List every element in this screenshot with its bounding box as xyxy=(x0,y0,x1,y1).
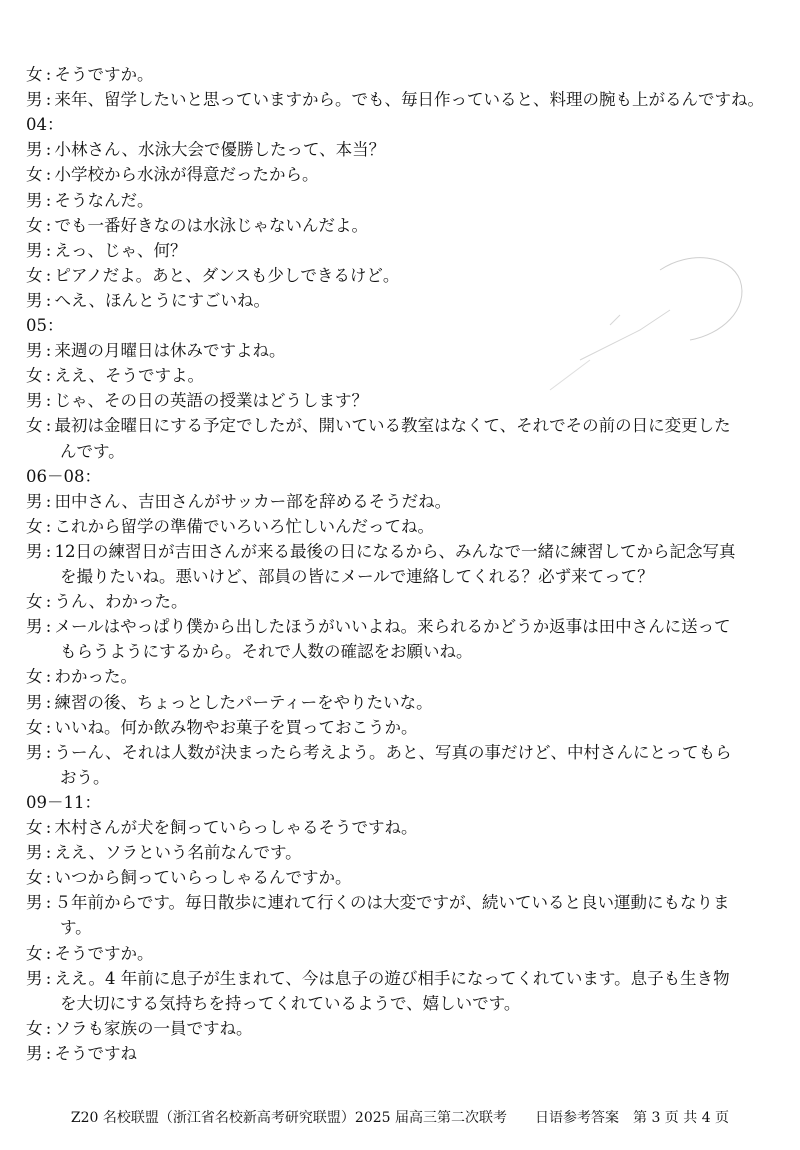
dialogue-line xyxy=(26,364,786,388)
speaker-label: 男 xyxy=(26,542,43,561)
dialogue-text: ええ。4 年前に息子が生まれて、今は息子の遊び相手になってくれています。息子も生き物 xyxy=(54,969,730,988)
dialogue-line xyxy=(26,88,786,112)
dialogue-text: へえ、ほんとうにすごいね。 xyxy=(54,291,270,310)
dialogue-text: 小林さん、水泳大会で優勝したって、本当？ xyxy=(54,140,386,159)
speaker-separator: : xyxy=(45,893,52,912)
dialogue-line xyxy=(26,665,786,689)
dialogue-text: じゃ、その日の英語の授業はどうします？ xyxy=(54,391,368,410)
speaker-separator: : xyxy=(45,818,52,837)
speaker-separator: : xyxy=(45,492,52,511)
dialogue-text: 12日の練習日が吉田さんが来る最後の日になるから、みんなで一緒に練習してから記念写真 xyxy=(54,542,736,561)
speaker-label: 女 xyxy=(26,818,43,837)
speaker-separator: : xyxy=(45,366,52,385)
speaker-separator: : xyxy=(45,542,52,561)
speaker-label: 女 xyxy=(26,718,43,737)
dialogue-line xyxy=(26,389,786,413)
dialogue-text: そうなんだ。 xyxy=(54,191,154,210)
dialogue-text: ソラも家族の一員ですね。 xyxy=(54,1019,253,1038)
speaker-label: 女 xyxy=(26,517,43,536)
speaker-separator: : xyxy=(45,969,52,988)
speaker-label: 女 xyxy=(26,266,43,285)
speaker-separator: : xyxy=(45,216,52,235)
dialogue-line xyxy=(26,967,786,991)
dialogue-line xyxy=(26,414,786,438)
speaker-label: 男 xyxy=(26,492,43,511)
dialogue-text: いつから飼っていらっしゃるんですか。 xyxy=(54,868,352,887)
section-header: 04： xyxy=(26,115,64,134)
dialogue-line xyxy=(26,138,786,162)
dialogue-text: そうですか。 xyxy=(54,65,154,84)
dialogue-continuation: おう。 xyxy=(60,768,110,787)
dialogue-text: メールはやっぱり僕から出したほうがいいよね。来られるかどうか返事は田中さんに送って xyxy=(54,617,731,636)
dialogue-text: 田中さん、吉田さんがサッカー部を辞めるそうだね。 xyxy=(54,492,452,511)
dialogue-line xyxy=(26,339,786,363)
dialogue-text: そうですね xyxy=(54,1044,137,1063)
dialogue-line xyxy=(26,741,786,765)
speaker-separator: : xyxy=(45,743,52,762)
speaker-label: 男 xyxy=(26,90,43,109)
speaker-label: 男 xyxy=(26,191,43,210)
section-header: 05： xyxy=(26,316,64,335)
dialogue-text: うーん、それは人数が決まったら考えよう。あと、写真の事だけど、中村さんにとってもら xyxy=(54,743,732,762)
dialogue-line xyxy=(26,515,786,539)
speaker-separator: : xyxy=(45,517,52,536)
dialogue-text: そうですか。 xyxy=(54,944,154,963)
speaker-label: 男 xyxy=(26,241,43,260)
dialogue-text: ええ、ソラという名前なんです。 xyxy=(54,843,302,862)
speaker-separator: : xyxy=(45,718,52,737)
speaker-separator: : xyxy=(45,140,52,159)
speaker-label: 女 xyxy=(26,592,43,611)
speaker-separator: : xyxy=(45,592,52,611)
speaker-label: 男 xyxy=(26,693,43,712)
dialogue-line xyxy=(26,615,786,639)
dialogue-text: でも一番好きなのは水泳じゃないんだよ。 xyxy=(54,216,368,235)
dialogue-line xyxy=(26,264,786,288)
dialogue-line xyxy=(26,942,786,966)
dialogue-line xyxy=(26,691,786,715)
dialogue-text: うん、わかった。 xyxy=(54,592,188,611)
speaker-label: 女 xyxy=(26,667,43,686)
speaker-separator: : xyxy=(45,416,52,435)
speaker-label: 男 xyxy=(26,140,43,159)
dialogue-text: 木村さんが犬を飼っていらっしゃるそうですね。 xyxy=(54,818,418,837)
dialogue-line xyxy=(26,590,786,614)
section-header: 06－08： xyxy=(26,467,101,486)
speaker-separator: : xyxy=(45,65,52,84)
speaker-label: 男 xyxy=(26,893,43,912)
dialogue-continuation: す。 xyxy=(60,918,92,937)
speaker-separator: : xyxy=(45,191,52,210)
dialogue-text: 最初は金曜日にする予定でしたが、開いている教室はなくて、それでその前の日に変更した xyxy=(54,416,731,435)
dialogue-text: いいね。何か飲み物やお菓子を買っておこうか。 xyxy=(54,718,418,737)
dialogue-line xyxy=(26,214,786,238)
speaker-label: 女 xyxy=(26,366,43,385)
dialogue-line xyxy=(26,866,786,890)
dialogue-text: えっ、じゃ、何？ xyxy=(54,241,187,260)
speaker-separator: : xyxy=(45,241,52,260)
page-footer: Z20 名校联盟（浙江省名校新高考研究联盟）2025 届高三第二次联考 日语参考答案 第 3 页 共 4 页 xyxy=(70,1110,730,1126)
speaker-separator: : xyxy=(45,341,52,360)
dialogue-line xyxy=(26,841,786,865)
speaker-separator: : xyxy=(45,944,52,963)
dialogue-text: ５年前からです。毎日散歩に連れて行くのは大変ですが、続いていると良い運動にもなりま xyxy=(54,893,730,912)
speaker-label: 男 xyxy=(26,969,43,988)
speaker-label: 男 xyxy=(26,1044,43,1063)
speaker-separator: : xyxy=(45,291,52,310)
speaker-label: 女 xyxy=(26,416,43,435)
dialogue-line xyxy=(26,239,786,263)
speaker-label: 女 xyxy=(26,165,43,184)
speaker-label: 男 xyxy=(26,391,43,410)
speaker-label: 女 xyxy=(26,216,43,235)
dialogue-line xyxy=(26,716,786,740)
dialogue-continuation: を大切にする気持ちを持ってくれているようで、嬉しいです。 xyxy=(60,994,521,1013)
speaker-separator: : xyxy=(45,391,52,410)
dialogue-line xyxy=(26,63,786,87)
dialogue-line xyxy=(26,490,786,514)
dialogue-line xyxy=(26,189,786,213)
speaker-label: 男 xyxy=(26,843,43,862)
section-header: 09－11： xyxy=(26,793,101,812)
speaker-label: 男 xyxy=(26,291,43,310)
speaker-separator: : xyxy=(45,90,52,109)
speaker-label: 男 xyxy=(26,341,43,360)
speaker-separator: : xyxy=(45,693,52,712)
dialogue-text: 来週の月曜日は休みですよね。 xyxy=(54,341,286,360)
speaker-label: 女 xyxy=(26,944,43,963)
dialogue-line xyxy=(26,891,786,915)
speaker-label: 女 xyxy=(26,868,43,887)
dialogue-text: ピアノだよ。あと、ダンスも少しできるけど。 xyxy=(54,266,400,285)
dialogue-continuation: を撮りたいね。悪いけど、部員の皆にメールで連絡してくれる？必ず来てって？ xyxy=(60,567,654,586)
speaker-label: 女 xyxy=(26,1019,43,1038)
dialogue-line xyxy=(26,1017,786,1041)
dialogue-line xyxy=(26,816,786,840)
dialogue-text: 小学校から水泳が得意だったから。 xyxy=(54,165,319,184)
speaker-label: 男 xyxy=(26,743,43,762)
dialogue-line xyxy=(26,540,786,564)
speaker-label: 女 xyxy=(26,65,43,84)
dialogue-line xyxy=(26,1042,786,1066)
dialogue-text: これから留学の準備でいろいろ忙しいんだってね。 xyxy=(54,517,434,536)
dialogue-line xyxy=(26,163,786,187)
speaker-separator: : xyxy=(45,266,52,285)
speaker-separator: : xyxy=(45,617,52,636)
dialogue-line xyxy=(26,289,786,313)
speaker-label: 男 xyxy=(26,617,43,636)
speaker-separator: : xyxy=(45,1044,52,1063)
dialogue-text: 練習の後、ちょっとしたパーティーをやりたいな。 xyxy=(54,693,433,712)
speaker-separator: : xyxy=(45,843,52,862)
dialogue-continuation: もらうようにするから。それで人数の確認をお願いね。 xyxy=(60,642,473,661)
dialogue-continuation: んです。 xyxy=(60,442,125,461)
speaker-separator: : xyxy=(45,165,52,184)
dialogue-text: ええ、そうですよ。 xyxy=(54,366,204,385)
speaker-separator: : xyxy=(45,868,52,887)
dialogue-text: 来年、留学したいと思っていますから。でも、毎日作っていると、料理の腕も上がるんですね。 xyxy=(54,90,764,109)
speaker-separator: : xyxy=(45,667,52,686)
dialogue-text: わかった。 xyxy=(54,667,137,686)
speaker-separator: : xyxy=(45,1019,52,1038)
